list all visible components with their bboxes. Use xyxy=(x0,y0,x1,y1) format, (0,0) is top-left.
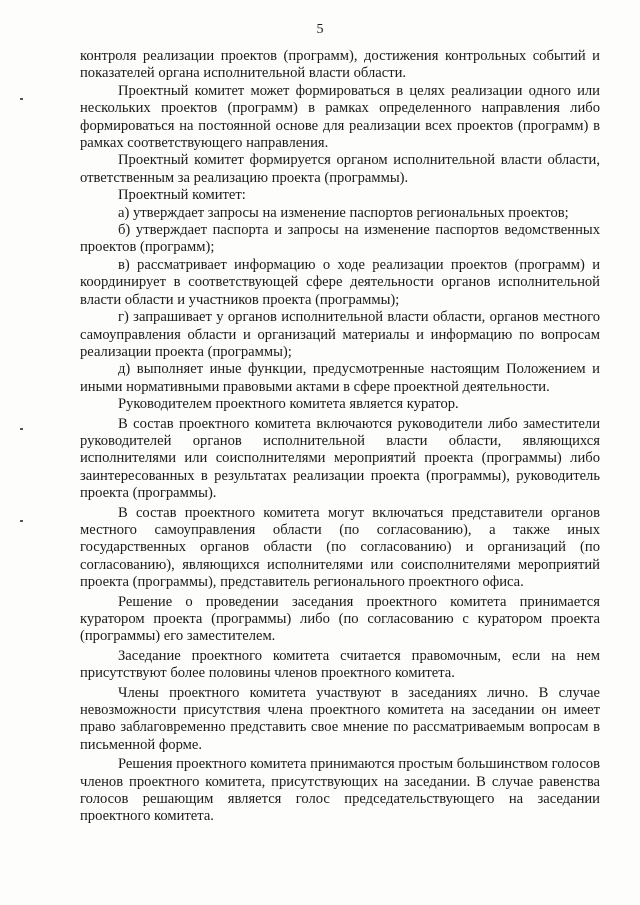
paragraph: Заседание проектного комитета считается правомочным, если на нем присутствуют более половины членов проектного комитета. xyxy=(80,647,600,682)
list-item: а) утверждает запросы на изменение паспортов региональных проектов; xyxy=(118,204,569,221)
paragraph: Проектный комитет может формироваться в целях реализации одного или нескольких проектов (программ) в рамках определенного направления либо формироваться на постоянной основе для реализации всех проектов (программ) в рамках соответствующего направления. xyxy=(80,82,600,152)
document-body xyxy=(80,48,600,826)
margin-mark xyxy=(20,98,23,100)
paragraph: контроля реализации проектов (программ), достижения контрольных событий и показателей органа исполнительной власти области. xyxy=(80,48,600,82)
paragraph: Решения проектного комитета принимаются простым большинством голосов членов проектного комитета, присутствующих на заседании. В случае равенства голосов решающим является голос председательствующего на заседании проектного комитета. xyxy=(80,756,600,825)
margin-mark xyxy=(20,520,23,522)
paragraph: В состав проектного комитета включаются руководители либо заместители руководителей органов исполнительной власти области, являющихся исполнителями или соисполнителями мероприятий проекта (программы) либо заинтересованных в результатах реализации проекта (программы), руководитель проекта (программы). xyxy=(80,415,600,502)
paragraph: Руководителем проектного комитета является куратор. xyxy=(118,396,459,413)
list-item: д) выполняет иные функции, предусмотренные настоящим Положением и иными нормативными правовыми актами в сфере проектной деятельности. xyxy=(80,361,600,395)
paragraph: Члены проектного комитета участвуют в заседаниях лично. В случае невозможности присутствия члена проектного комитета на заседании он имеет право заблаговременно представить свое мнение по рассматриваемым вопросам в письменной форме. xyxy=(80,684,600,753)
page-number: 5 xyxy=(316,22,324,37)
paragraph: Проектный комитет формируется органом исполнительной власти области, ответственным за реализацию проекта (программы). xyxy=(80,152,600,186)
paragraph: В состав проектного комитета могут включаться представители органов местного самоуправления области (по согласованию), а также иных государственных органов области (по согласованию) и организаций (по согласованию), являющихся исполнителями или соисполнителями мероприятий проекта (программы), представитель регионального проектного офиса. xyxy=(80,504,600,591)
margin-mark xyxy=(20,428,23,430)
list-item: б) утверждает паспорта и запросы на изменение паспортов ведомственных проектов (программ); xyxy=(80,222,600,256)
paragraph: Решение о проведении заседания проектного комитета принимается куратором проекта (программы) либо (по согласованию с куратором проекта (программы) его заместителем. xyxy=(80,593,600,645)
list-item: в) рассматривает информацию о ходе реализации проектов (программ) и координирует в соответствующей сфере деятельности органов исполнительной власти области и участников проекта (программы); xyxy=(80,256,600,308)
list-item: г) запрашивает у органов исполнительной власти области, органов местного самоуправления области и организаций материалы и информацию по вопросам реализации проекта (программы); xyxy=(80,309,600,360)
paragraph: Проектный комитет: xyxy=(118,187,246,204)
